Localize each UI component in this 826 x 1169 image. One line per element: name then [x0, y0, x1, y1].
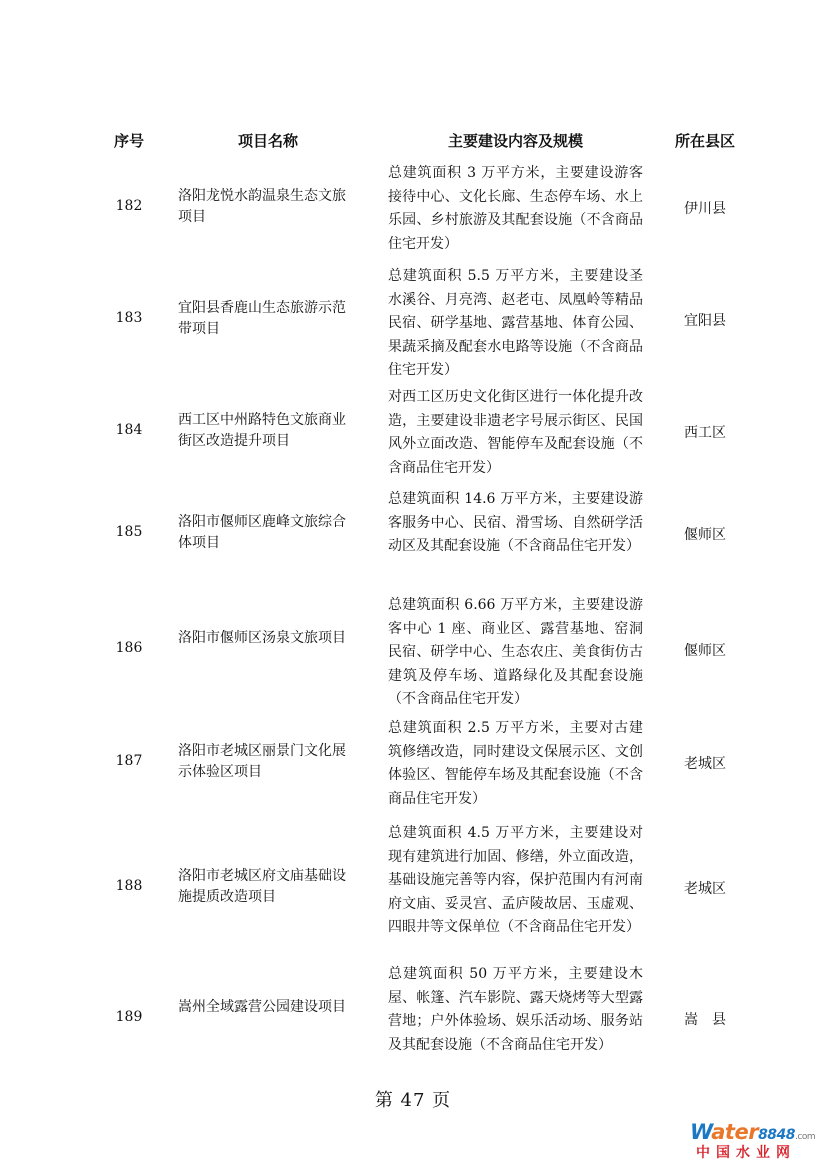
row-content: 对西工区历史文化街区进行一体化提升改造，主要建设非遗老字号展示街区、民国风外立面改造、智能停车及配套设施（不含商品住宅开发） — [388, 389, 643, 476]
row-county: 老城区 — [684, 881, 726, 897]
row-number: 182 — [115, 198, 143, 214]
row-content: 总建筑面积 5.5 万平方米，主要建设圣水溪谷、月亮湾、赵老屯、凤凰岭等精品民宿、研学基地、露营基地、体育公园、果蔬采摘及配套水电路等设施（不含商品住宅开发） — [388, 268, 643, 378]
row-project-name: 洛阳市偃师区汤泉文旅项目 — [178, 630, 346, 646]
table-row — [0, 963, 826, 1075]
watermark-ater: ater — [711, 1120, 759, 1144]
table-header — [0, 130, 826, 152]
page-number: 第 47 页 — [374, 1090, 452, 1111]
row-content: 总建筑面积 2.5 万平方米，主要对古建筑修缮改造，同时建设文保展示区、文创体验区、智能停车场及其配套设施（不含商品住宅开发） — [388, 720, 643, 807]
table-row — [0, 265, 826, 378]
row-project-name: 西工区中州路特色文旅商业街区改造提升项目 — [178, 412, 346, 449]
row-number: 187 — [115, 753, 143, 769]
row-content: 总建筑面积 3 万平方米，主要建设游客接待中心、文化长廊、生态停车场、水上乐园、乡村旅游及其配套设施（不含商品住宅开发） — [388, 165, 643, 252]
row-project-name: 宜阳县香鹿山生态旅游示范带项目 — [178, 300, 346, 337]
table-row — [0, 488, 826, 580]
row-county: 宜阳县 — [684, 313, 726, 329]
table-row — [0, 162, 826, 252]
row-county: 嵩 县 — [684, 1012, 726, 1028]
row-content: 总建筑面积 4.5 万平方米，主要建设对现有建筑进行加固、修缮，外立面改造，基础设施完善等内容，保护范围内有河南府文庙、妥灵宫、孟庐陵故居、玉虚观、四眼井等文保单位（不含商品住宅开发） — [388, 825, 643, 935]
row-number: 186 — [115, 640, 143, 656]
row-number: 185 — [115, 524, 143, 540]
row-project-name: 洛阳市老城区府文庙基础设施提质改造项目 — [178, 868, 346, 905]
row-project-name: 洛阳市老城区丽景门文化展示体验区项目 — [178, 743, 346, 780]
row-county: 西工区 — [684, 425, 726, 441]
row-project-name: 洛阳龙悦水韵温泉生态文旅项目 — [178, 188, 346, 225]
row-number: 189 — [115, 1009, 143, 1025]
row-content: 总建筑面积 14.6 万平方米，主要建设游客服务中心、民宿、滑雪场、自然研学活动区及其配套设施（不含商品住宅开发） — [388, 491, 643, 554]
row-project-name: 洛阳市偃师区鹿峰文旅综合体项目 — [178, 514, 346, 551]
header-name: 项目名称 — [237, 132, 298, 150]
header-county: 所在县区 — [674, 132, 735, 150]
table-row — [0, 594, 826, 706]
row-county: 偃师区 — [684, 643, 726, 659]
row-number: 188 — [115, 878, 143, 894]
watermark-domain: .com — [795, 1132, 816, 1142]
header-content: 主要建设内容及规模 — [447, 132, 583, 150]
watermark-wordmark — [690, 1120, 820, 1144]
watermark-subtitle: 中国水业网 — [696, 1145, 796, 1161]
table-row — [0, 717, 826, 809]
watermark-logo — [690, 1120, 820, 1168]
header-no: 序号 — [113, 132, 144, 150]
row-county: 伊川县 — [684, 201, 726, 217]
row-content: 总建筑面积 6.66 万平方米，主要建设游客中心 1 座、商业区、露营基地、窑洞民宿、研学中心、生态农庄、美食街仿古建筑及停车场、道路绿化及其配套设施（不含商品住宅开发） — [388, 597, 643, 707]
row-county: 偃师区 — [684, 527, 726, 543]
row-number: 184 — [115, 422, 143, 438]
row-content: 总建筑面积 50 万平方米，主要建设木屋、帐篷、汽车影院、露天烧烤等大型露营地；户外体验场、娱乐活动场、服务站及其配套设施（不含商品住宅开发） — [388, 966, 643, 1053]
table-row — [0, 822, 826, 956]
row-project-name: 嵩州全域露营公园建设项目 — [178, 999, 346, 1015]
table-row — [0, 386, 826, 478]
row-county: 老城区 — [684, 756, 726, 772]
row-number: 183 — [115, 310, 143, 326]
watermark-number: 8848 — [758, 1127, 796, 1143]
watermark-w: W — [690, 1120, 712, 1144]
